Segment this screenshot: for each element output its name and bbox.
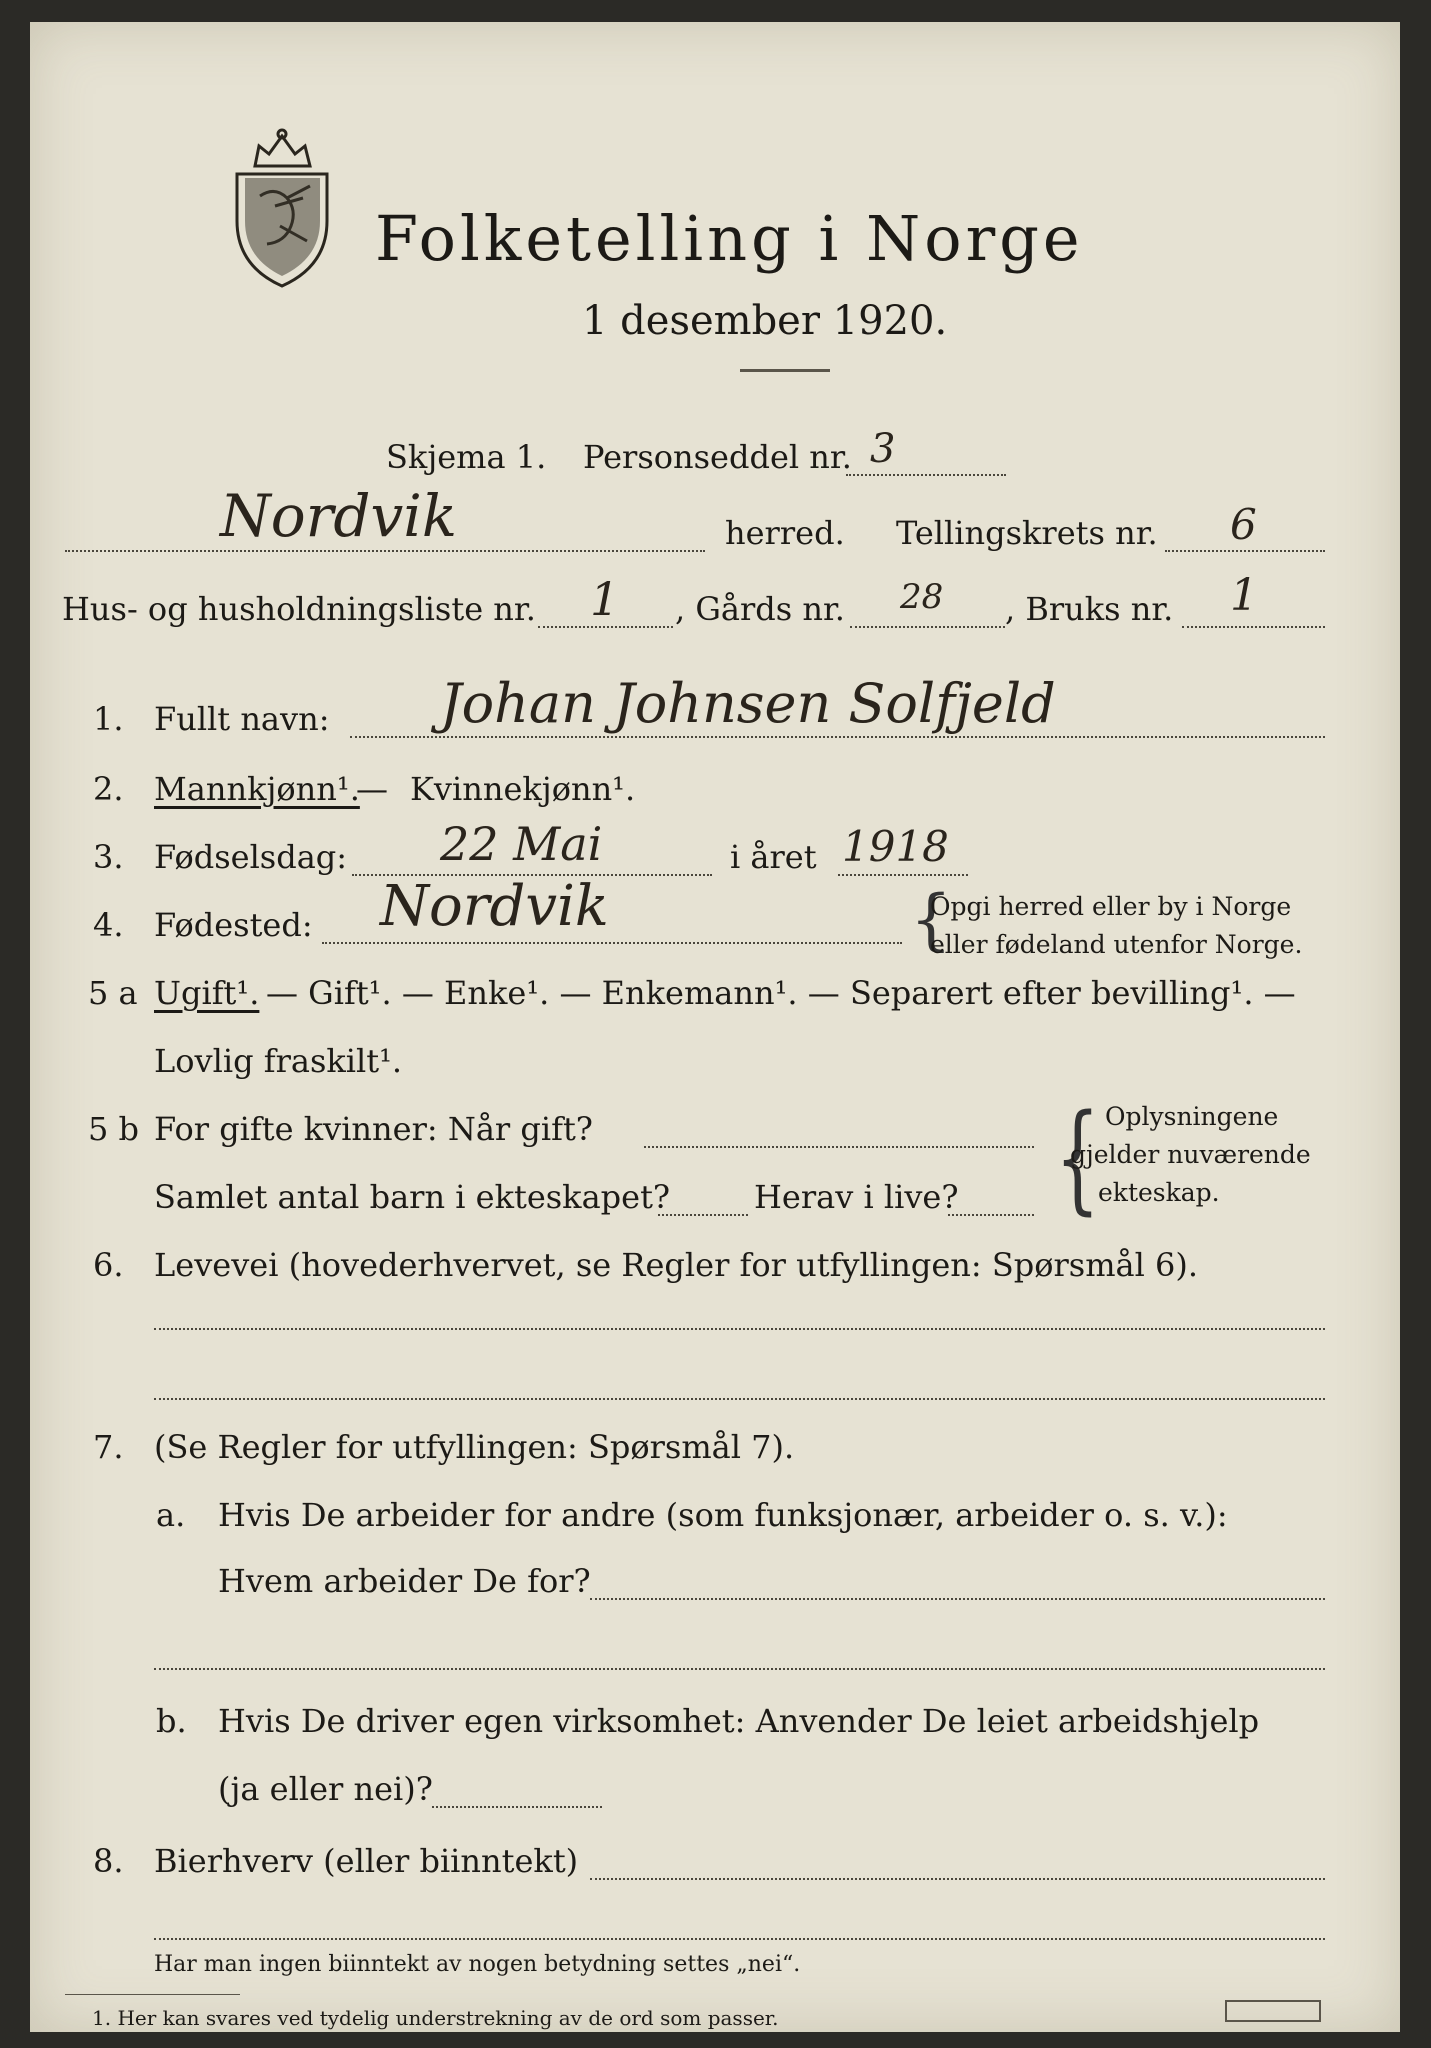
q5b-alive-label: Herav i live?: [754, 1178, 959, 1216]
birth-day-value[interactable]: 22 Mai: [440, 817, 603, 871]
personseddel-value[interactable]: 3: [870, 426, 896, 472]
q4-line: [322, 942, 902, 944]
q4-label: Fødested:: [154, 906, 313, 944]
q4-note-line1: Opgi herred eller by i Norge: [930, 892, 1292, 921]
skjema-label: Skjema 1.: [386, 438, 547, 476]
q5b-note-line2: gjelder nuværende: [1070, 1140, 1311, 1169]
q2-separator: —: [356, 770, 388, 808]
q5a-options[interactable]: — Gift¹. — Enke¹. — Enkemann¹. — Separert efter bevilling¹. —: [266, 974, 1296, 1012]
q3-year-line: [838, 874, 968, 876]
title-divider: [740, 369, 830, 372]
birthplace-value[interactable]: Nordvik: [380, 874, 609, 939]
q1-label: Fullt navn:: [154, 700, 330, 738]
bruks-value[interactable]: 1: [1230, 570, 1258, 621]
q7a-line1: Hvis De arbeider for andre (som funksjonær, arbeider o. s. v.):: [218, 1496, 1228, 1534]
footnote: 1. Her kan svares ved tydelig understrekning av de ord som passer.: [92, 2006, 779, 2030]
bruks-label: , Bruks nr.: [1005, 590, 1174, 628]
herred-line: [65, 550, 705, 552]
q1-number: 1.: [93, 700, 124, 738]
q5b-children-label: Samlet antal barn i ekteskapet?: [154, 1178, 671, 1216]
personseddel-label: Personseddel nr.: [583, 438, 852, 476]
q7b-letter: b.: [156, 1702, 187, 1740]
q5b-brace: {: [1055, 1088, 1101, 1226]
q6-label: Levevei (hovederhvervet, se Regler for utfyllingen: Spørsmål 6).: [154, 1246, 1199, 1284]
form-title: Folketelling i Norge: [375, 202, 1084, 275]
birth-year-value[interactable]: 1918: [842, 822, 949, 871]
herred-value[interactable]: Nordvik: [220, 482, 457, 550]
q8-number: 8.: [93, 1842, 124, 1880]
full-name-value[interactable]: Johan Johnsen Solfjeld: [440, 672, 1056, 735]
q5b-line1: For gifte kvinner: Når gift?: [154, 1110, 593, 1148]
q5a-number: 5 a: [88, 974, 138, 1012]
q5b-married-line: [644, 1146, 1034, 1148]
gards-value[interactable]: 28: [900, 577, 944, 617]
q8-label: Bierhverv (eller biinntekt): [154, 1842, 579, 1880]
husliste-value[interactable]: 1: [590, 572, 620, 626]
coat-of-arms-icon: [225, 126, 340, 291]
husliste-label: Hus- og husholdningsliste nr.: [62, 590, 536, 628]
q7b-line1: Hvis De driver egen virksomhet: Anvender De leiet arbeidshjelp: [218, 1702, 1260, 1740]
q7-label: (Se Regler for utfyllingen: Spørsmål 7).: [154, 1428, 795, 1466]
q6-number: 6.: [93, 1246, 124, 1284]
printer-stamp: [1225, 2000, 1321, 2022]
herred-label: herred.: [725, 514, 845, 552]
husliste-line: [538, 626, 673, 628]
footer-note: Har man ingen biinntekt av nogen betydning settes „nei“.: [154, 1952, 801, 1977]
q3-label: Fødselsdag:: [154, 838, 348, 876]
q7b-answer-line: [432, 1806, 602, 1808]
footnote-rule: [65, 1994, 240, 1995]
male-option[interactable]: Mannkjønn¹.: [154, 770, 360, 808]
q8-line1: [590, 1878, 1325, 1880]
q1-line: [350, 736, 1325, 738]
female-option[interactable]: Kvinnekjønn¹.: [410, 770, 636, 808]
q4-number: 4.: [93, 906, 124, 944]
q5a-line2[interactable]: Lovlig fraskilt¹.: [154, 1042, 403, 1080]
ugift-option[interactable]: Ugift¹.: [154, 974, 260, 1012]
q5b-alive-line: [948, 1214, 1034, 1216]
q7a-letter: a.: [156, 1496, 186, 1534]
q3-number: 3.: [93, 838, 124, 876]
q5b-number: 5 b: [88, 1110, 140, 1148]
q7-number: 7.: [93, 1428, 124, 1466]
q5b-note-line1: Oplysningene: [1105, 1102, 1279, 1131]
tellingskrets-line: [1165, 550, 1325, 552]
personseddel-line: [846, 474, 1006, 476]
gards-label: , Gårds nr.: [675, 590, 845, 628]
q5b-note-line3: ekteskap.: [1098, 1178, 1220, 1207]
q4-brace: {: [910, 881, 952, 958]
q6-line1: [154, 1328, 1325, 1330]
q3-year-label: i året: [730, 838, 817, 876]
q4-note-line2: eller fødeland utenfor Norge.: [930, 930, 1303, 959]
q7a-employer-line: [590, 1598, 1325, 1600]
bruks-line: [1182, 626, 1325, 628]
q2-number: 2.: [93, 770, 124, 808]
census-date: 1 desember 1920.: [582, 298, 948, 344]
tellingskrets-value[interactable]: 6: [1230, 500, 1257, 549]
q6-line2: [154, 1398, 1325, 1400]
census-form-page: [30, 22, 1400, 2032]
q5b-children-line: [658, 1214, 748, 1216]
gards-line: [850, 626, 1005, 628]
q7a-line2: Hvem arbeider De for?: [218, 1562, 591, 1600]
q8-line2: [154, 1938, 1325, 1940]
tellingskrets-label: Tellingskrets nr.: [896, 514, 1158, 552]
q7b-line2: (ja eller nei)?: [218, 1770, 433, 1808]
q7a-extra-line: [154, 1668, 1325, 1670]
